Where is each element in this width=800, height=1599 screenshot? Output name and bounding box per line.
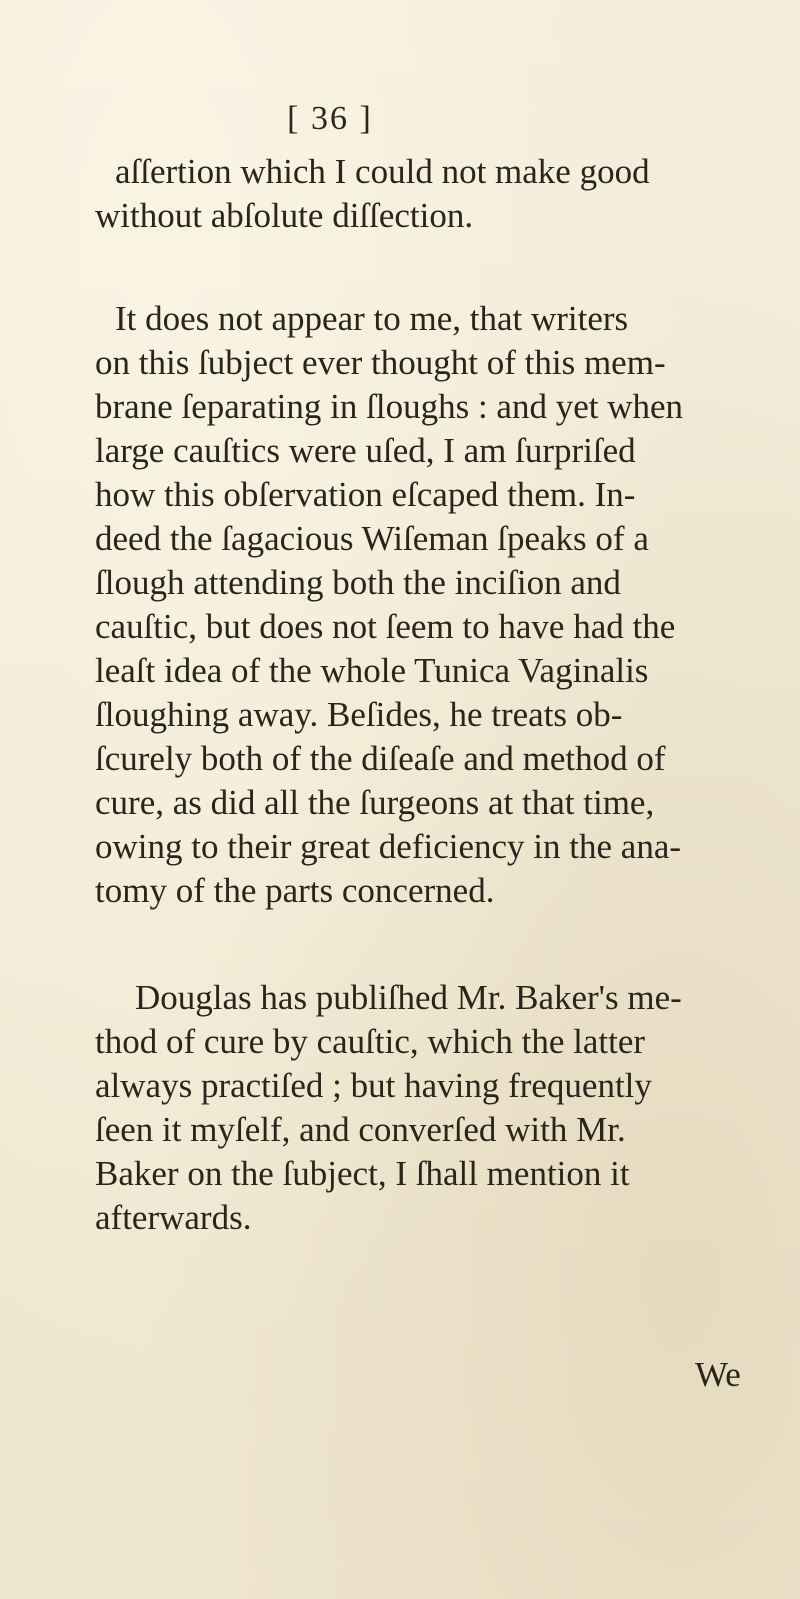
- text-line: how this obſervation eſcaped them. In-: [95, 475, 636, 514]
- text-line: ſloughing away. Beſides, he treats ob-: [95, 695, 623, 734]
- text-line: always practiſed ; but having frequently: [95, 1066, 652, 1105]
- text-line: large cauſtics were uſed, I am ſurpriſed: [95, 431, 636, 470]
- text-line: ſcurely both of the diſeaſe and method of: [95, 739, 666, 778]
- text-line: deed the ſagacious Wiſeman ſpeaks of a: [95, 519, 649, 558]
- text-line: leaſt idea of the whole Tunica Vaginalis: [95, 651, 649, 690]
- text-line: brane ſeparating in ſloughs : and yet when: [95, 387, 684, 426]
- text-line: It does not appear to me, that writers: [115, 299, 629, 338]
- text-line: ſeen it myſelf, and converſed with Mr.: [95, 1110, 626, 1149]
- text-line: cauſtic, but does not ſeem to have had the: [95, 607, 676, 646]
- text-line: without abſolute diſſection.: [95, 196, 474, 235]
- text-line: tomy of the parts concerned.: [95, 871, 495, 910]
- text-line: cure, as did all the ſurgeons at that time,: [95, 783, 655, 822]
- text-line: thod of cure by cauſtic, which the latter: [95, 1022, 646, 1061]
- text-line: ſlough attending both the inciſion and: [95, 563, 621, 602]
- text-line: Douglas has publiſhed Mr. Baker's me-: [135, 978, 682, 1017]
- page-number: [ 36 ]: [287, 100, 373, 137]
- catchword: We: [695, 1355, 741, 1394]
- text-line: Baker on the ſubject, I ſhall mention it: [95, 1154, 630, 1193]
- text-line: on this ſubject ever thought of this mem-: [95, 343, 666, 382]
- text-line: aſſertion which I could not make good: [115, 152, 650, 191]
- text-line: afterwards.: [95, 1198, 252, 1237]
- text-line: owing to their great deficiency in the ana-: [95, 827, 682, 866]
